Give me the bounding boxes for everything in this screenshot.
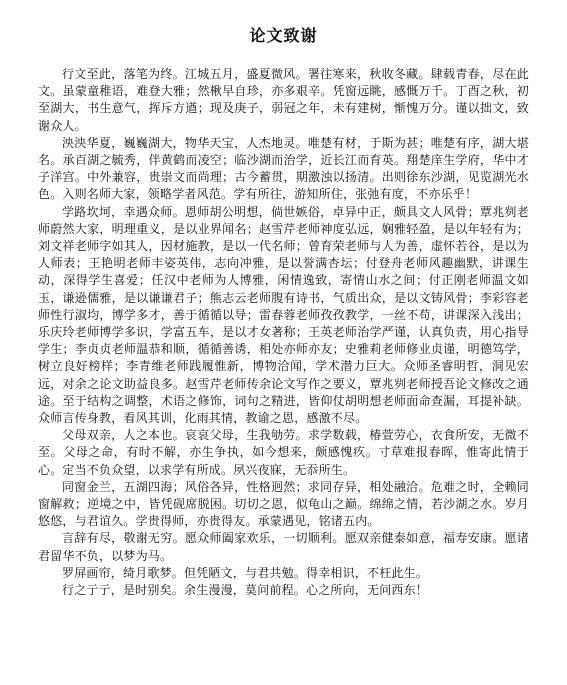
document-body: [38, 66, 529, 599]
paragraph-university: 泱泱华夏，巍巍湖大，物华天宝，人杰地灵。唯楚有材，于斯为甚；唯楚有序，湖大堪名。承百湖之毓秀，伴黄鹤而凌空；临沙湖而治学，近长江而育英。翔楚庠生学府，华中才子洋宫。中外兼容，贵崇文而尚理；古今蓄贯，期激浊以扬清。出则徐东沙湖，见览湖光水色。入则名师大家，领略学者风范。学有所往，游知所住，张弛有度，不亦乐乎！: [38, 135, 529, 202]
paragraph-classmates: 同窗金兰，五湖四海；风俗各异，性格迥然；求同存异，相处融洽。危难之时，全赖同窗解救；逆境之中，皆凭砚席脱困。切切之恩，似龟山之巅。绵绵之情，若沙湖之水。岁月悠悠，与君谊久。学贵得师，亦贵得友。承蒙遇见，铭诸五内。: [38, 479, 529, 529]
paragraph-farewell-2: 行之亍亍，是时别矣。余生漫漫，莫问前程。心之所向，无问西东！: [62, 583, 429, 598]
paragraph-intro: 行文至此，落笔为终。江城五月，盛夏微风。署往寒来，秋收冬藏。肆载青春，尽在此文。虽蒙童稚语，难登大雅；然楸早自珍，亦多艰辛。凭窗远眺，感慨万千。丁酉之秋，初至湖大，书生意气，挥斥方遒；现及庚子，弱冠之年，未有建树，惭愧万分。谨以拙文，致谢众人。: [38, 67, 529, 133]
paragraph-parents: 父母双亲，人之本也。哀哀父母，生我劬劳。求学数载，椿萱劳心，衣食所安，无微不至。父母之命，有时不解，亦生争执，如今想来，颇感愧疚。寸草难报春晖，惟寄此情于心。定当不负众望，以求学有所成。夙兴夜寐，无忝所生。: [38, 428, 529, 477]
paragraph-farewell-1: 罗屏画帘，绮月歌梦。但凭陋文，与君共勉。得幸相识，不枉此生。: [62, 565, 429, 580]
paragraph-teachers: 学路坎坷，幸遇众师。恩师胡公明想，倘世嫉俗，卓异中正，颇具文人风骨；覃兆刿老师蔚然大家，明理重义，是以业界闻名；赵雪芹老师神度弘远，娴雅轻盈，是以年轻有为；刘文祥老师字如其人，因材施教，是以一代名师；曾育荣老师与人为善，虚怀若谷，是以为人师表；王艳明老师丰姿英伟，志向冲雅，是以誉满杏坛；付登舟老师风趣幽默，讲课生动，深得学生喜爱；任汉中老师为人博雅，闲情逸致，寄情山水之间；付正刚老师温文如玉，谦逊儒雅，是以谦谦君子；熊志云老师腹有诗书，气质出众，是以文铸风骨；李彩容老师性行淑均，博学多才，善于循循以导；雷春蓉老师孜孜教学，一丝不苟，讲课深入浅出；乐庆玲老师博学多识，学富五车，是以才女著称；王英老师治学严谨，认真负责，用心指导学生；李贞贞老师温恭和顺，循循善诱，相处亦师亦友；史雅莉老师修业贞谨，明德笃学，树立良好榜样；李青维老师践履惟新，博物洽闻，学术潜力巨大。众师圣睿明哲，洞见宏远，对余之论文助益良多。赵雪芹老师传余论文写作之要义，覃兆刿老师授吾论文修改之通途。至于结构之调整，术语之修饰，词句之精进，皆仰仗胡明想老师面命查漏，耳提补缺。众师言传身教，看风其训，化雨其情，教谕之恩，感激不尽。: [38, 204, 529, 426]
page-title: 论文致谢: [249, 26, 318, 45]
paragraph-wishes: 言辞有尽，敬谢无穷。愿众师阖家欢乐，一切顺利。愿双亲健泰如意，福寿安康。愿诸君留华不负，以梦为马。: [38, 531, 529, 563]
